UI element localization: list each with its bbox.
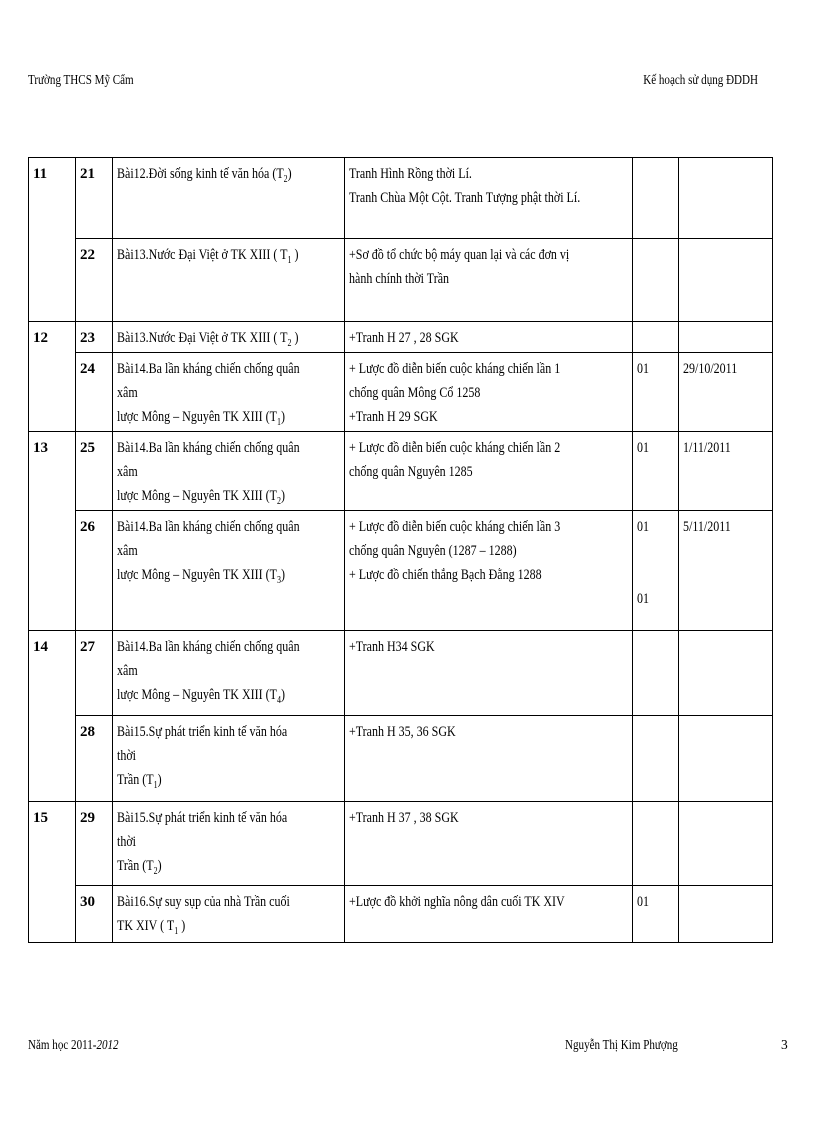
quantity-value: 01 (637, 894, 649, 910)
date-cell (679, 239, 773, 322)
quantity-cell (633, 716, 679, 802)
lesson-number: 29 (80, 810, 95, 826)
date-value: 5/11/2011 (683, 519, 731, 535)
date-cell (679, 511, 773, 631)
lesson-title-line: Bài15.Sự phát triển kinh tế văn hóa (117, 810, 288, 826)
quantity-value: 01 (637, 591, 649, 607)
date-cell (679, 322, 773, 353)
lesson-number-cell (76, 353, 113, 432)
equipment-line: chống quân Mông Cổ 1258 (349, 385, 481, 401)
lesson-title-line: xâm (117, 663, 138, 679)
lesson-title-cell (113, 716, 345, 802)
equipment-cell (345, 158, 633, 239)
lesson-number: 23 (80, 330, 95, 346)
lesson-number-cell (76, 631, 113, 716)
lesson-title-line: Trần $(T_1)$ (117, 772, 162, 791)
lesson-title-cell (113, 631, 345, 716)
week-cell (29, 802, 76, 943)
lesson-number: 22 (80, 247, 95, 263)
lesson-title-cell (113, 239, 345, 322)
equipment-cell (345, 511, 633, 631)
table-row (29, 802, 773, 886)
lesson-number-cell (76, 886, 113, 943)
equipment-cell (345, 432, 633, 511)
week-number: 13 (33, 440, 48, 456)
quantity-cell (633, 631, 679, 716)
lesson-number: 30 (80, 894, 95, 910)
lesson-title-line: xâm (117, 385, 138, 401)
equipment-line: chống quân Nguyên 1285 (349, 464, 473, 480)
equipment-line: + Lược đồ diễn biến cuộc kháng chiến lần 1 (349, 361, 561, 377)
equipment-line: chống quân Nguyên (1287 – 1288) (349, 543, 517, 559)
lesson-title-line: thời (117, 834, 137, 850)
lesson-title-line: TK XIV ( $T_1$ ) (117, 918, 186, 937)
lesson-title-line: Bài13.Nước Đại Việt ở TK XIII ( $T_2$ ) (117, 330, 299, 349)
quantity-value: 01 (637, 519, 649, 535)
quantity-cell (633, 886, 679, 943)
equipment-line: +Sơ đồ tổ chức bộ máy quan lại và các đơn vị (349, 247, 570, 263)
lesson-title-line: lược Mông – Nguyên TK XIII $(T_2)$ (117, 488, 285, 507)
lesson-title-line: Bài16.Sự suy sụp của nhà Trần cuối (117, 894, 290, 910)
table-row (29, 353, 773, 432)
week-cell (29, 432, 76, 631)
quantity-cell (633, 353, 679, 432)
quantity-cell (633, 511, 679, 631)
equipment-cell (345, 322, 633, 353)
lesson-number: 28 (80, 724, 95, 740)
equipment-line: + Lược đồ diễn biến cuộc kháng chiến lần 3 (349, 519, 561, 535)
lesson-title-cell (113, 353, 345, 432)
table-row (29, 511, 773, 631)
lesson-title-line: Bài14.Ba lần kháng chiến chống quân (117, 639, 300, 655)
equipment-line: +Lược đồ khởi nghĩa nông dân cuối TK XIV (349, 894, 565, 910)
author-name: Nguyễn Thị Kim Phượng (565, 1037, 678, 1052)
equipment-line: +Tranh H 27 , 28 SGK (349, 330, 459, 346)
lesson-title-line: Bài15.Sự phát triển kinh tế văn hóa (117, 724, 288, 740)
quantity-value: 01 (637, 361, 649, 377)
equipment-line: + Lược đồ diễn biến cuộc kháng chiến lần 2 (349, 440, 561, 456)
school-name: Trường THCS Mỹ Cẩm (28, 72, 134, 87)
equipment-cell (345, 716, 633, 802)
lesson-title-line: lược Mông – Nguyên TK XIII $(T_3)$ (117, 567, 285, 586)
lesson-title-cell (113, 158, 345, 239)
lesson-title-cell (113, 322, 345, 353)
page-number: 3 (781, 1037, 788, 1052)
equipment-line: +Tranh H34 SGK (349, 639, 435, 655)
lesson-title-cell (113, 432, 345, 511)
school-year: Năm học 2011-2012 (28, 1037, 119, 1052)
equipment-line: + Lược đồ chiến thắng Bạch Đằng 1288 (349, 567, 542, 583)
lesson-title-line: xâm (117, 543, 138, 559)
quantity-cell (633, 802, 679, 886)
quantity-cell (633, 239, 679, 322)
date-cell (679, 716, 773, 802)
lesson-number: 27 (80, 639, 95, 655)
table-row (29, 322, 773, 353)
quantity-cell (633, 432, 679, 511)
lesson-title-cell (113, 511, 345, 631)
lesson-number-cell (76, 322, 113, 353)
quantity-cell (633, 158, 679, 239)
lesson-number-cell (76, 511, 113, 631)
lesson-title-line: Bài13.Nước Đại Việt ở TK XIII ( $T_1$ ) (117, 247, 299, 266)
lesson-title-cell (113, 886, 345, 943)
lesson-number: 26 (80, 519, 95, 535)
lesson-number-cell (76, 802, 113, 886)
quantity-cell (633, 322, 679, 353)
date-cell (679, 802, 773, 886)
lesson-title-line: Trần $(T_2)$ (117, 858, 162, 877)
equipment-line: +Tranh H 29 SGK (349, 409, 438, 425)
quantity-value: 01 (637, 440, 649, 456)
week-number: 15 (33, 810, 48, 826)
equipment-cell (345, 353, 633, 432)
equipment-cell (345, 802, 633, 886)
week-cell (29, 631, 76, 802)
lesson-title-line: lược Mông – Nguyên TK XIII $(T_1)$ (117, 409, 285, 428)
week-number: 12 (33, 330, 48, 346)
table-row (29, 432, 773, 511)
lesson-number-cell (76, 158, 113, 239)
table-row (29, 716, 773, 802)
date-cell (679, 158, 773, 239)
week-number: 14 (33, 639, 48, 655)
date-value: 1/11/2011 (683, 440, 731, 456)
equipment-plan-table (28, 157, 773, 943)
lesson-title-line: Bài14.Ba lần kháng chiến chống quân (117, 361, 300, 377)
lesson-title-line: lược Mông – Nguyên TK XIII $(T_4)$ (117, 687, 285, 706)
lesson-title-line: Bài12.Đời sống kinh tế văn hóa $(T_2)$ (117, 166, 292, 185)
table-row (29, 886, 773, 943)
equipment-line: Tranh Hình Rồng thời Lí. (349, 166, 472, 182)
lesson-title-line: xâm (117, 464, 138, 480)
lesson-title-line: Bài14.Ba lần kháng chiến chống quân (117, 440, 300, 456)
date-cell (679, 432, 773, 511)
lesson-number-cell (76, 432, 113, 511)
equipment-line: +Tranh H 35, 36 SGK (349, 724, 456, 740)
equipment-cell (345, 239, 633, 322)
table-row (29, 158, 773, 239)
equipment-line: +Tranh H 37 , 38 SGK (349, 810, 459, 826)
table-row (29, 239, 773, 322)
table-row (29, 631, 773, 716)
lesson-title-line: Bài14.Ba lần kháng chiến chống quân (117, 519, 300, 535)
lesson-number-cell (76, 239, 113, 322)
lesson-number: 25 (80, 440, 95, 456)
week-number: 11 (33, 166, 48, 182)
date-cell (679, 886, 773, 943)
date-value: 29/10/2011 (683, 361, 738, 377)
week-cell (29, 322, 76, 432)
equipment-cell (345, 631, 633, 716)
date-cell (679, 353, 773, 432)
equipment-line: Tranh Chùa Một Cột. Tranh Tượng phật thời Lí. (349, 190, 581, 206)
lesson-number: 24 (80, 361, 95, 377)
lesson-title-line: thời (117, 748, 137, 764)
lesson-number-cell (76, 716, 113, 802)
document-title: Kế hoạch sử dụng ĐDDH (643, 72, 758, 87)
date-cell (679, 631, 773, 716)
lesson-title-cell (113, 802, 345, 886)
lesson-number: 21 (80, 166, 95, 182)
week-cell (29, 158, 76, 322)
equipment-line: hành chính thời Trần (349, 271, 450, 287)
equipment-cell (345, 886, 633, 943)
